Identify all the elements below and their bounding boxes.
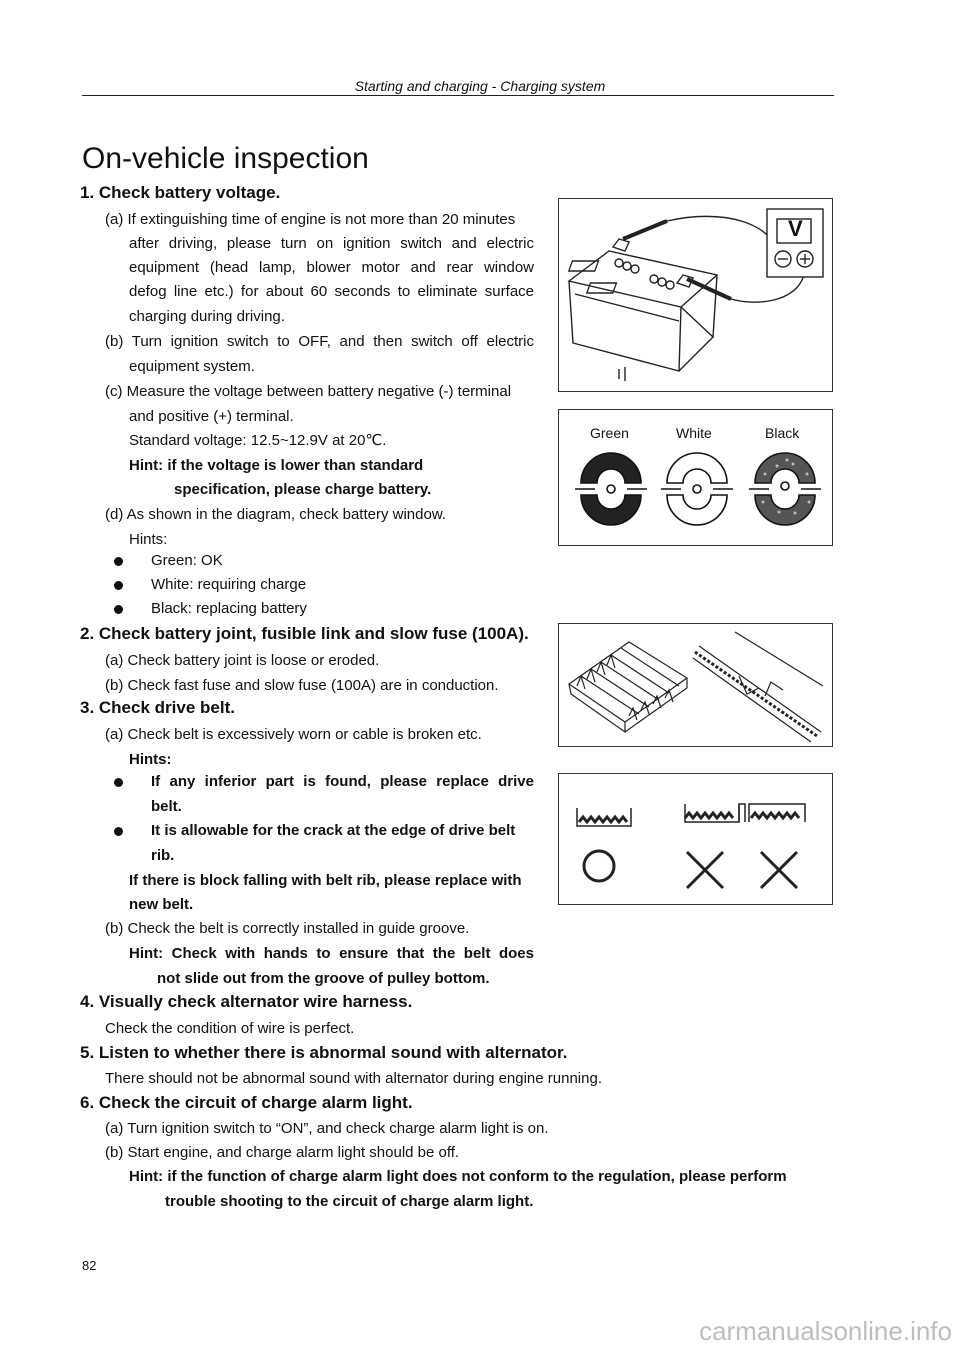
bullet-green: Green: OK (151, 552, 223, 569)
belt-install-drawing (559, 774, 832, 904)
section-2-heading: 2. Check battery joint, fusible link and slow fuse (100A). (80, 624, 529, 643)
belt-wear-figure (558, 623, 833, 747)
step-1a-line-4: defog line etc.) for about 60 seconds to eliminate surface (129, 283, 534, 300)
page-number: 82 (82, 1258, 97, 1273)
meter-label: V (788, 216, 803, 241)
step-6a: (a) Turn ignition switch to “ON”, and check charge alarm light is on. (105, 1120, 549, 1137)
hint-3-line-2: not slide out from the groove of pulley bottom. (157, 970, 490, 987)
battery-window-figure (558, 409, 833, 546)
bullet-replace-belt-line-1: If any inferior part is found, please replace drive (151, 773, 534, 790)
step-1a-line-1: (a) If extinguishing time of engine is not more than 20 minutes (105, 211, 516, 228)
bullet-dot (114, 581, 123, 590)
hints-label-1: Hints: (129, 531, 168, 548)
label-white: White (676, 425, 712, 441)
hint-3-line-1: Hint: Check with hands to ensure that the belt does (129, 945, 534, 962)
section-1-heading: 1. Check battery voltage. (80, 183, 281, 202)
bullet-crack-line-1: It is allowable for the crack at the edge of drive belt (151, 822, 516, 839)
section-6-heading: 6. Check the circuit of charge alarm light. (80, 1093, 413, 1112)
hint-1-line-1: Hint: if the voltage is lower than standard (129, 457, 424, 474)
belt-install-figure (558, 773, 833, 905)
step-5-text: There should not be abnormal sound with alternator during engine running. (105, 1070, 602, 1087)
section-3-heading: 3. Check drive belt. (80, 698, 235, 717)
bullet-replace-belt-line-2: belt. (151, 798, 182, 815)
section-4-heading: 4. Visually check alternator wire harness. (80, 992, 413, 1011)
bullet-dot (114, 557, 123, 566)
step-2b: (b) Check fast fuse and slow fuse (100A) are in conduction. (105, 677, 499, 694)
step-3b: (b) Check the belt is correctly installed in guide groove. (105, 920, 470, 937)
step-1a-line-5: charging during driving. (129, 308, 285, 325)
belt-wear-drawing (559, 624, 832, 746)
running-header: Starting and charging - Charging system (354, 78, 606, 94)
standard-voltage: Standard voltage: 12.5~12.9V at 20℃. (129, 432, 387, 449)
block-falling-line-2: new belt. (129, 896, 194, 913)
hints-label-3: Hints: (129, 751, 172, 768)
step-2a: (a) Check battery joint is loose or eroded. (105, 652, 380, 669)
step-1b-line-2: equipment system. (129, 358, 255, 375)
step-1d-line-1: (d) As shown in the diagram, check battery window. (105, 506, 447, 523)
bullet-crack-line-2: rib. (151, 847, 175, 864)
bullet-dot (114, 827, 123, 836)
bullet-white: White: requiring charge (151, 576, 307, 593)
bullet-dot (114, 778, 123, 787)
step-1b-line-1: (b) Turn ignition switch to OFF, and then switch off electric (105, 333, 534, 350)
step-1a-line-3: equipment (head lamp, blower motor and rear window (129, 259, 534, 276)
watermark: carmanualsonline.info (699, 1316, 952, 1346)
block-falling-line-1: If there is block falling with belt rib, please replace with (129, 872, 522, 889)
hint-6-line-2: trouble shooting to the circuit of charge alarm light. (165, 1193, 534, 1210)
bullet-black: Black: replacing battery (151, 600, 307, 617)
page-title: On-vehicle inspection (82, 142, 369, 175)
step-1c-line-1: (c) Measure the voltage between battery negative (-) terminal (105, 383, 512, 400)
hint-6-line-1: Hint: if the function of charge alarm light does not conform to the regulation, please perform (129, 1168, 787, 1185)
header-rule (82, 95, 834, 96)
step-3a: (a) Check belt is excessively worn or cable is broken etc. (105, 726, 482, 743)
step-6b: (b) Start engine, and charge alarm light should be off. (105, 1144, 460, 1161)
voltmeter-battery-figure (558, 198, 833, 392)
battery-window-drawing (559, 410, 832, 545)
label-black: Black (765, 425, 800, 441)
bullet-dot (114, 605, 123, 614)
hint-1-line-2: specification, please charge battery. (174, 481, 432, 498)
step-1c-line-2: and positive (+) terminal. (129, 408, 294, 425)
section-5-heading: 5. Listen to whether there is abnormal sound with alternator. (80, 1043, 568, 1062)
step-4-text: Check the condition of wire is perfect. (105, 1020, 355, 1037)
step-1a-line-2: after driving, please turn on ignition switch and electric (129, 235, 534, 252)
label-green: Green (590, 425, 629, 441)
